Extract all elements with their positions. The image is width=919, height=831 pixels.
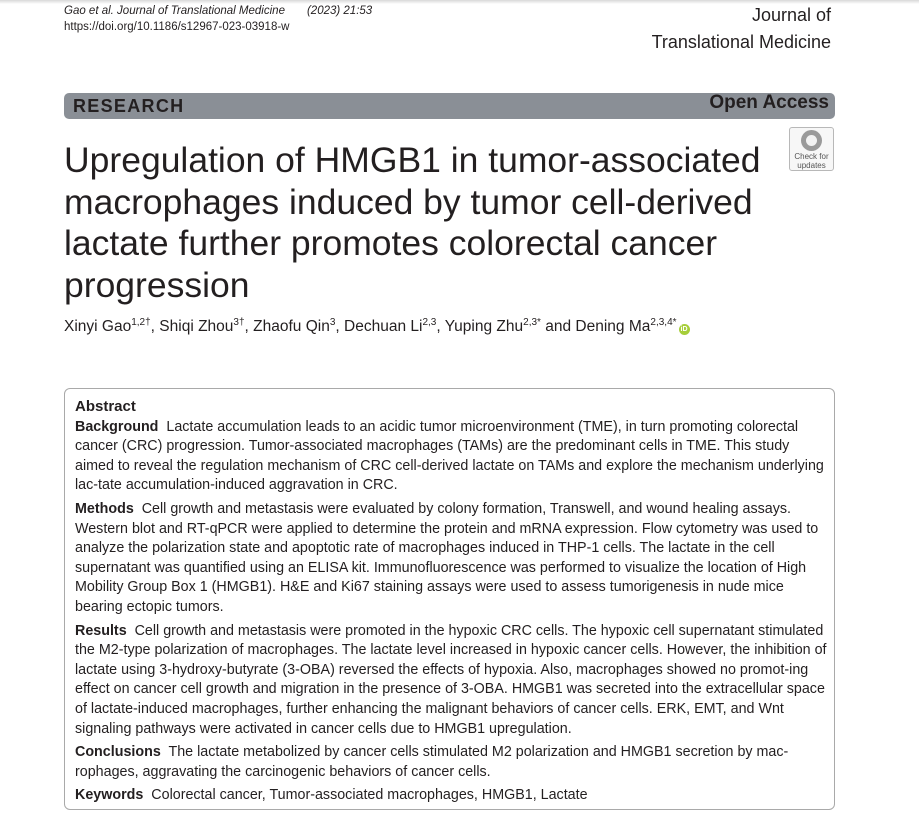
journal-name-line1: Journal of	[751, 5, 831, 25]
author-name[interactable]: Dechuan Li	[344, 318, 423, 335]
check-for-updates-icon	[801, 130, 822, 151]
author-affiliation: 2,3	[422, 317, 437, 328]
check-for-updates-label: Check for updates	[794, 152, 829, 170]
section-text: Cell growth and metastasis were promoted in the hypoxic CRC cells. The hypoxic cell supernatant stimulated the M2-type polarization of macrophages. The lactate level increased in hypoxic cancer cells. However, the inhibition of lactate using 3-hydroxy-butyrate (3-OBA) reversed the effects of hypoxia. Also, macrophages showed no promot-ing effect on cancer cell growth and migration in the presence of 3-OBA. HMGB1 was secreted into the extracellular space of lactate-induced macrophages, further enhancing the malignant behaviors of cancer cells. ERK, EMT, and Wnt signaling pathways were activated in cancer cells due to HMGB1 upregulation.	[75, 622, 827, 737]
section-text: The lactate metabolized by cancer cells stimulated M2 polarization and HMGB1 secretion by mac-rophages, aggravating the carcinogenic behaviors of cancer cells.	[75, 744, 789, 780]
abstract-heading: Abstract	[75, 398, 136, 415]
abstract-section-methods	[75, 500, 827, 618]
check-for-updates-button[interactable]	[789, 127, 834, 171]
author-affiliation: 3	[329, 317, 336, 328]
section-label: Results	[75, 622, 127, 639]
keywords-text: Colorectal cancer, Tumor-associated macrophages, HMGB1, Lactate	[151, 787, 588, 804]
section-label: Methods	[75, 500, 134, 517]
section-text: Cell growth and metastasis were evaluated by colony formation, Transwell, and wound healing assays. Western blot and RT-qPCR were applied to determine the protein and mRNA expression. Flow cytometry was used to analyze the polarization state and apoptotic rate of macrophages induced in THP-1 cells. The lactate in the cell supernatant was quantified using an ELISA kit. Immunofluorescence was performed to visualize the location of High Mobility Group Box 1 (HMGB1). H&E and Ki67 staining assays were used to assess tumorigenesis in nude mice bearing ectopic tumors.	[75, 500, 819, 615]
keywords	[75, 786, 827, 806]
author-name[interactable]: Xinyi Gao	[64, 318, 132, 335]
citation-text: Gao et al. Journal of Translational Medicine	[64, 5, 285, 17]
abstract-box	[64, 388, 835, 810]
doi-link[interactable]: https://doi.org/10.1186/s12967-023-03918-w	[64, 21, 290, 33]
author-name[interactable]: Shiqi Zhou	[159, 318, 234, 335]
section-label: Background	[75, 418, 159, 435]
author-affiliation: 3†	[233, 317, 245, 328]
journal-logo-text	[652, 2, 831, 56]
section-text: Lactate accumulation leads to an acidic tumor microenvironment (TME), in turn promoting colorectal cancer (CRC) progression. Tumor-associated macrophages (TAMs) are the predominant cells in TME. This study aimed to reveal the regulation mechanism of CRC cell-derived lactate on TAMs and explore the mechanism underlying lac-tate accumulation-induced aggravation in CRC.	[75, 418, 824, 494]
author-name[interactable]: Dening Ma	[575, 318, 651, 335]
article-type-label: RESEARCH	[73, 96, 185, 116]
author-affiliation: 1,2†	[131, 317, 151, 328]
author-affiliation: 2,3*	[523, 317, 541, 328]
open-access-label: Open Access	[709, 92, 829, 113]
citation-header	[64, 3, 372, 35]
author-name[interactable]: Zhaofu Qin	[253, 318, 330, 335]
journal-name-line2: Translational Medicine	[651, 32, 831, 52]
author-affiliation: 2,3,4*	[650, 317, 677, 328]
keywords-label: Keywords	[75, 787, 144, 804]
author-list: Xinyi Gao$^{1,2\dagger}$, Shiqi Zhou$^{3\dagger}$, Zhaofu Qin$^3$, Dechuan Li$^{2,3}$, Yuping Zhu$^{2,3*}$ and Dening $Ma^{2,3,4*}iD$	[64, 317, 688, 335]
orcid-icon[interactable]: iD	[680, 326, 688, 333]
article-type-banner	[64, 93, 835, 119]
abstract-body	[75, 397, 827, 810]
abstract-section-results	[75, 622, 827, 740]
abstract-section-background	[75, 418, 827, 496]
abstract-section-conclusions	[75, 743, 827, 782]
citation-year: (2023) 21:53	[306, 5, 373, 17]
section-label: Conclusions	[75, 744, 161, 761]
article-title: Upregulation of HMGB1 in tumor-associated macrophages induced by tumor cell-derived lactate further promotes colorectal cancer progression	[64, 140, 761, 305]
author-name[interactable]: Yuping Zhu	[444, 318, 524, 335]
